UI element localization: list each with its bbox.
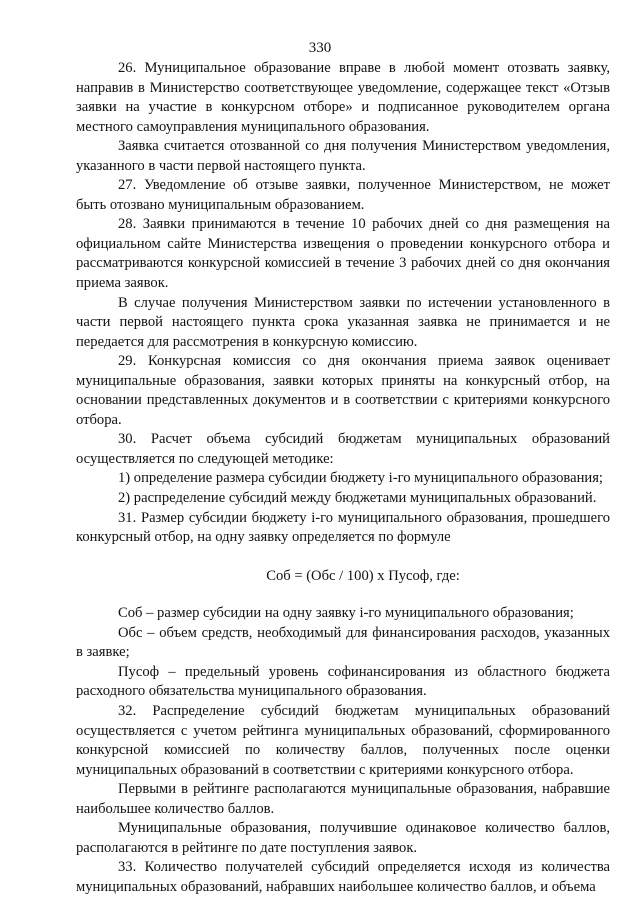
definition-pusof: Пусоф – предельный уровень софинансирования из областного бюджета расходного обязательства муниципального образования. <box>76 663 610 700</box>
paragraph-28-note: В случае получения Министерством заявки по истечении установленного в части первой настоящего пункта срока указанная заявка не принимается и не передается для рассмотрения в конкурсную комиссию. <box>76 294 610 350</box>
list-item-1: 1) определение размера субсидии бюджету i-го муниципального образования; <box>118 470 603 487</box>
formula: Соб = (Обс / 100) x Пусоф, где: <box>266 567 460 584</box>
paragraph-33: 33. Количество получателей субсидий определяется исходя из количества муниципальных образований, набравших наибольшее количество баллов, и объема <box>76 859 610 895</box>
paragraph-27: 27. Уведомление об отзыве заявки, полученное Министерством, не может быть отозвано муниципальным образованием. <box>76 177 610 213</box>
paragraph-28: 28. Заявки принимаются в течение 10 рабочих дней со дня размещения на официальном сайте Министерства извещения о проведении конкурсного отбора и рассматриваются конкурсной комиссией в течение 3 рабочих дней со дня окончания приема заявок. <box>76 216 610 292</box>
document-body <box>76 59 610 897</box>
paragraph-30: 30. Расчет объема субсидий бюджетам муниципальных образований осуществляется по следующей методике: <box>76 431 610 467</box>
paragraph-32: 32. Распределение субсидий бюджетам муниципальных образований осуществляется с учетом рейтинга муниципальных образований, сформированного конкурсной комиссией по количеству баллов, полученных после оценки муниципальных образований в соответствии с критериями конкурсного отбора. <box>76 702 610 778</box>
paragraph-26-note: Заявка считается отозванной со дня получения Министерством уведомления, указанного в части первой настоящего пункта. <box>76 138 610 174</box>
page-number: 330 <box>308 40 332 56</box>
paragraph-29: 29. Конкурсная комиссия со дня окончания приема заявок оценивает муниципальные образования, заявки которых приняты на конкурсный отбор, на основании представленных документов и в соответствии с критериями конкурсного отбора. <box>76 353 610 428</box>
definition-obs: Обс – объем средств, необходимый для финансирования расходов, указанных в заявке; <box>76 624 610 661</box>
paragraph-26: 26. Муниципальное образование вправе в любой момент отозвать заявку, направив в Министерство соответствующее уведомление, содержащее текст «Отзыв заявки на участие в конкурсном отборе» и подписанное руководителем органа местного самоуправления муниципального образования. <box>76 60 610 135</box>
definition-sob: Соб – размер субсидии на одну заявку i-го муниципального образования; <box>118 605 574 622</box>
list-item-2: 2) распределение субсидий между бюджетами муниципальных образований. <box>118 490 597 507</box>
paragraph-31: 31. Размер субсидии бюджету i-го муниципального образования, прошедшего конкурсный отбор, на одну заявку определяется по формуле <box>76 509 610 546</box>
paragraph-32-rating: Первыми в рейтинге располагаются муниципальные образования, набравшие наибольшее количество баллов. <box>76 781 610 817</box>
paragraph-32-ties: Муниципальные образования, получившие одинаковое количество баллов, располагаются в рейтинге по дате поступления заявок. <box>76 820 610 856</box>
